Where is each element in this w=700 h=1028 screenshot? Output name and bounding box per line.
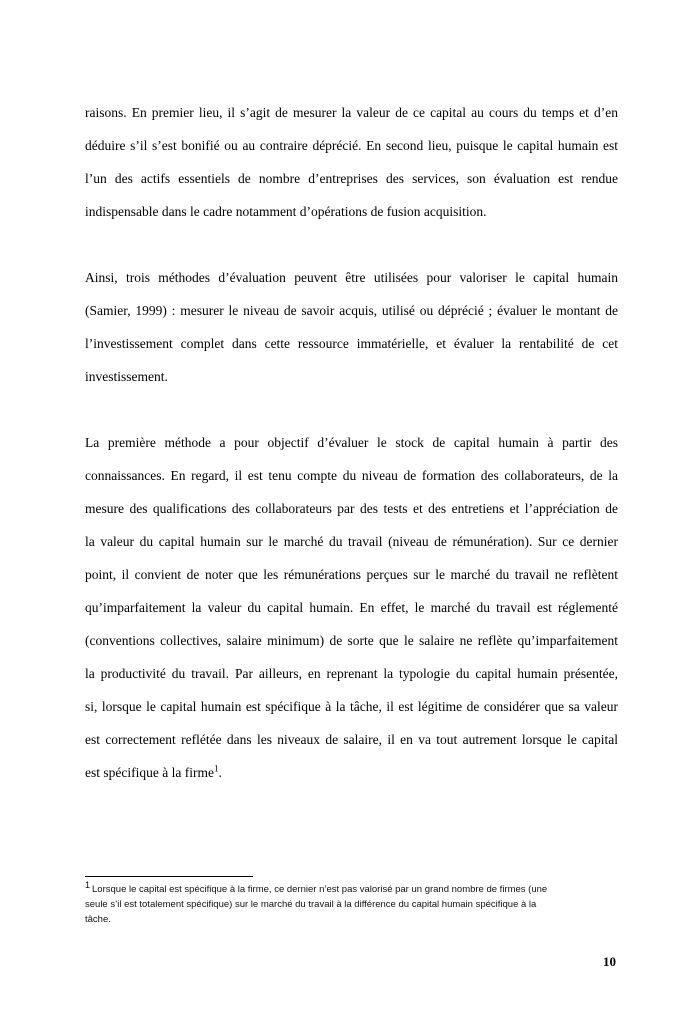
text-line: point, il convient de noter que les rémunérations perçues sur le marché du travail ne reflètent <box>85 567 618 582</box>
footnote-separator <box>85 876 253 877</box>
footnote <box>85 879 618 927</box>
footnote-mark: 1 <box>85 879 91 890</box>
text-line: est correctement reflétée dans les niveaux de salaire, il en va tout autrement lorsque le capital <box>85 732 618 747</box>
text-line: La première méthode a pour objectif d’évaluer le stock de capital humain à partir des <box>85 435 618 450</box>
text-line: mesure des qualifications des collaborateurs par des tests et des entretiens et l’appréciation de <box>85 501 618 516</box>
footnote-line: Lorsque le capital est spécifique à la firme, ce dernier n’est pas valorisé par un grand nombre de firmes (une <box>92 884 548 895</box>
text-line: investissement. <box>85 369 168 384</box>
text-line-final <box>85 756 618 789</box>
paragraph-1 <box>85 96 618 228</box>
text-line: (Samier, 1999) : mesurer le niveau de savoir acquis, utilisé ou déprécié ; évaluer le montant de <box>85 303 618 318</box>
body-text <box>85 96 618 822</box>
text-line: raisons. En premier lieu, il s’agit de mesurer la valeur de ce capital au cours du temps et d’en <box>85 105 618 120</box>
text-line: (conventions collectives, salaire minimum) de sorte que le salaire ne reflète qu’imparfaitement <box>85 633 618 648</box>
text-line-content: est spécifique à la firme <box>85 765 214 780</box>
paragraph-2 <box>85 261 618 393</box>
text-line: si, lorsque le capital humain est spécifique à la tâche, il est légitime de considérer que sa valeur <box>85 699 618 714</box>
text-line: connaissances. En regard, il est tenu compte du niveau de formation des collaborateurs, de la <box>85 468 618 483</box>
text-line: qu’imparfaitement la valeur du capital humain. En effet, le marché du travail est réglementé <box>85 600 618 615</box>
text-line: indispensable dans le cadre notamment d’opérations de fusion acquisition. <box>85 204 487 219</box>
text-line: la productivité du travail. Par ailleurs, en reprenant la typologie du capital humain présentée, <box>85 666 618 681</box>
text-line: la valeur du capital humain sur le marché du travail (niveau de rémunération). Sur ce dernier <box>85 534 618 549</box>
page-number: 10 <box>603 954 616 969</box>
footnote-reference[interactable]: 1 <box>213 763 219 774</box>
text-line: déduire s’il s’est bonifié ou au contraire déprécié. En second lieu, puisque le capital humain est <box>85 138 618 153</box>
text-line: l’investissement complet dans cette ressource immatérielle, et évaluer la rentabilité de cet <box>85 336 618 351</box>
paragraph-3 <box>85 426 618 789</box>
footnote-line: seule s’il est totalement spécifique) sur le marché du travail à la différence du capital humain spécifique à la <box>85 899 537 910</box>
text-line: l’un des actifs essentiels de nombre d’entreprises des services, son évaluation est rendue <box>85 171 618 186</box>
sentence-end: . <box>218 765 222 780</box>
text-line: Ainsi, trois méthodes d’évaluation peuvent être utilisées pour valoriser le capital humain <box>85 270 618 285</box>
footnote-line: tâche. <box>85 914 111 925</box>
